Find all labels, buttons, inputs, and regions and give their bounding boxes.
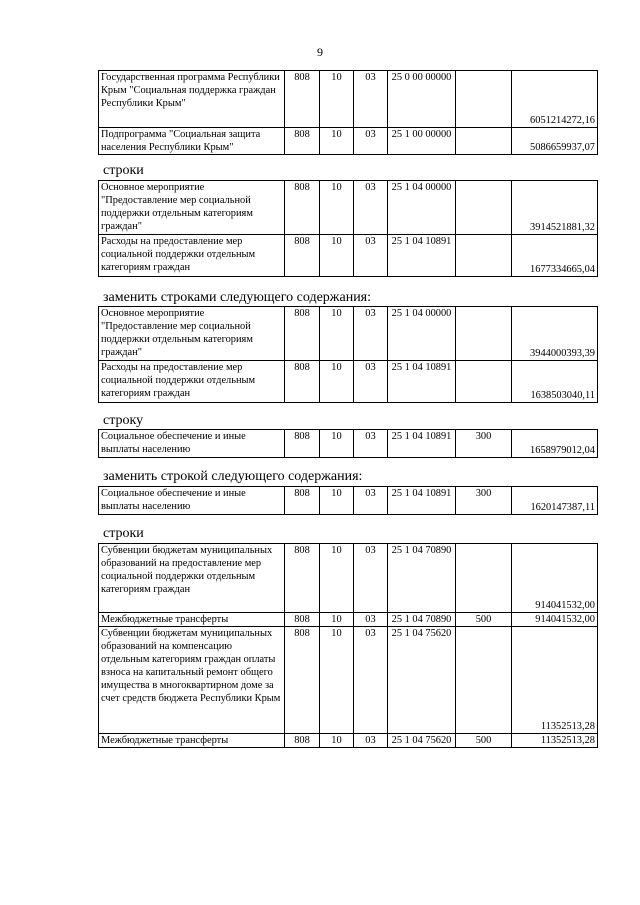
amount: 1658979012,04 <box>512 430 598 458</box>
table-row <box>99 181 598 235</box>
budget-table-2 <box>98 180 598 277</box>
budget-table-6 <box>98 543 598 748</box>
table-row <box>99 128 598 155</box>
page-number: 9 <box>317 45 323 59</box>
target-article-code: 25 1 04 75620 <box>388 627 456 734</box>
amount: 11352513,28 <box>512 734 598 748</box>
section-code: 10 <box>320 181 354 235</box>
amount: 1677334665,04 <box>512 235 598 277</box>
amount: 914041532,00 <box>512 613 598 627</box>
admin-code: 808 <box>285 487 320 515</box>
subsection-code: 03 <box>354 627 388 734</box>
section-code: 10 <box>320 128 354 155</box>
subsection-code: 03 <box>354 71 388 128</box>
section-code: 10 <box>320 430 354 458</box>
subsection-code: 03 <box>354 487 388 515</box>
amount: 3914521881,32 <box>512 181 598 235</box>
target-article-code: 25 1 04 70890 <box>388 613 456 627</box>
target-article-code: 25 1 00 00000 <box>388 128 456 155</box>
target-article-code: 25 1 04 10891 <box>388 487 456 515</box>
row-name: Подпрограмма "Социальная защита населения Республики Крым" <box>99 128 285 155</box>
target-article-code: 25 1 04 10891 <box>388 361 456 403</box>
section-code: 10 <box>320 627 354 734</box>
expense-type-code: 300 <box>456 487 512 515</box>
section-code: 10 <box>320 235 354 277</box>
section-heading: строки <box>103 526 144 541</box>
expense-type-code <box>456 361 512 403</box>
row-name: Государственная программа Республики Крым "Социальная поддержка граждан Республики Крым" <box>99 71 285 128</box>
amount: 5086659937,07 <box>512 128 598 155</box>
amount: 11352513,28 <box>512 627 598 734</box>
section-heading: заменить строкой следующего содержания: <box>103 469 363 484</box>
section-code: 10 <box>320 613 354 627</box>
amount: 3944000393,39 <box>512 307 598 361</box>
subsection-code: 03 <box>354 613 388 627</box>
table-row <box>99 361 598 403</box>
table-row <box>99 487 598 515</box>
section-heading: строки <box>103 163 144 178</box>
section-code: 10 <box>320 361 354 403</box>
target-article-code: 25 1 04 00000 <box>388 307 456 361</box>
section-code: 10 <box>320 487 354 515</box>
expense-type-code: 500 <box>456 734 512 748</box>
subsection-code: 03 <box>354 430 388 458</box>
subsection-code: 03 <box>354 128 388 155</box>
budget-table-1 <box>98 70 598 155</box>
admin-code: 808 <box>285 734 320 748</box>
budget-table-5 <box>98 486 598 515</box>
section-code: 10 <box>320 71 354 128</box>
expense-type-code <box>456 235 512 277</box>
amount: 6051214272,16 <box>512 71 598 128</box>
table-row <box>99 430 598 458</box>
admin-code: 808 <box>285 430 320 458</box>
target-article-code: 25 1 04 70890 <box>388 544 456 613</box>
table-row <box>99 307 598 361</box>
budget-table-4 <box>98 429 598 458</box>
target-article-code: 25 1 04 10891 <box>388 235 456 277</box>
section-heading: заменить строками следующего содержания: <box>103 290 372 305</box>
section-heading: строку <box>103 413 144 428</box>
expense-type-code: 300 <box>456 430 512 458</box>
target-article-code: 25 1 04 00000 <box>388 181 456 235</box>
expense-type-code <box>456 307 512 361</box>
table-row <box>99 627 598 734</box>
subsection-code: 03 <box>354 307 388 361</box>
row-name: Основное мероприятие "Предоставление мер социальной поддержки отдельным категориям граждан" <box>99 307 285 361</box>
section-code: 10 <box>320 544 354 613</box>
row-name: Расходы на предоставление мер социальной поддержки отдельным категориям граждан <box>99 361 285 403</box>
admin-code: 808 <box>285 181 320 235</box>
table-row <box>99 235 598 277</box>
subsection-code: 03 <box>354 361 388 403</box>
admin-code: 808 <box>285 361 320 403</box>
row-name: Межбюджетные трансферты <box>99 613 285 627</box>
expense-type-code: 500 <box>456 613 512 627</box>
row-name: Социальное обеспечение и иные выплаты населению <box>99 487 285 515</box>
budget-table-3 <box>98 306 598 403</box>
section-code: 10 <box>320 307 354 361</box>
row-name: Социальное обеспечение и иные выплаты населению <box>99 430 285 458</box>
admin-code: 808 <box>285 544 320 613</box>
expense-type-code <box>456 128 512 155</box>
admin-code: 808 <box>285 307 320 361</box>
amount: 1638503040,11 <box>512 361 598 403</box>
target-article-code: 25 1 04 75620 <box>388 734 456 748</box>
admin-code: 808 <box>285 128 320 155</box>
amount: 914041532,00 <box>512 544 598 613</box>
section-code: 10 <box>320 734 354 748</box>
admin-code: 808 <box>285 613 320 627</box>
row-name: Субвенции бюджетам муниципальных образований на компенсацию отдельным категориям граждан оплаты взноса на капитальный ремонт общего имущества в многоквартирном доме за счет средств бюджета Республики Крым <box>99 627 285 734</box>
table-row <box>99 544 598 613</box>
admin-code: 808 <box>285 627 320 734</box>
amount: 1620147387,11 <box>512 487 598 515</box>
admin-code: 808 <box>285 235 320 277</box>
table-row <box>99 71 598 128</box>
subsection-code: 03 <box>354 544 388 613</box>
row-name: Межбюджетные трансферты <box>99 734 285 748</box>
subsection-code: 03 <box>354 235 388 277</box>
target-article-code: 25 1 04 10891 <box>388 430 456 458</box>
expense-type-code <box>456 544 512 613</box>
admin-code: 808 <box>285 71 320 128</box>
expense-type-code <box>456 627 512 734</box>
subsection-code: 03 <box>354 181 388 235</box>
target-article-code: 25 0 00 00000 <box>388 71 456 128</box>
row-name: Основное мероприятие "Предоставление мер социальной поддержки отдельным категориям граждан" <box>99 181 285 235</box>
row-name: Расходы на предоставление мер социальной поддержки отдельным категориям граждан <box>99 235 285 277</box>
row-name: Субвенции бюджетам муниципальных образований на предоставление мер социальной поддержки отдельным категориям граждан <box>99 544 285 613</box>
table-row <box>99 613 598 627</box>
table-row <box>99 734 598 748</box>
subsection-code: 03 <box>354 734 388 748</box>
expense-type-code <box>456 71 512 128</box>
expense-type-code <box>456 181 512 235</box>
